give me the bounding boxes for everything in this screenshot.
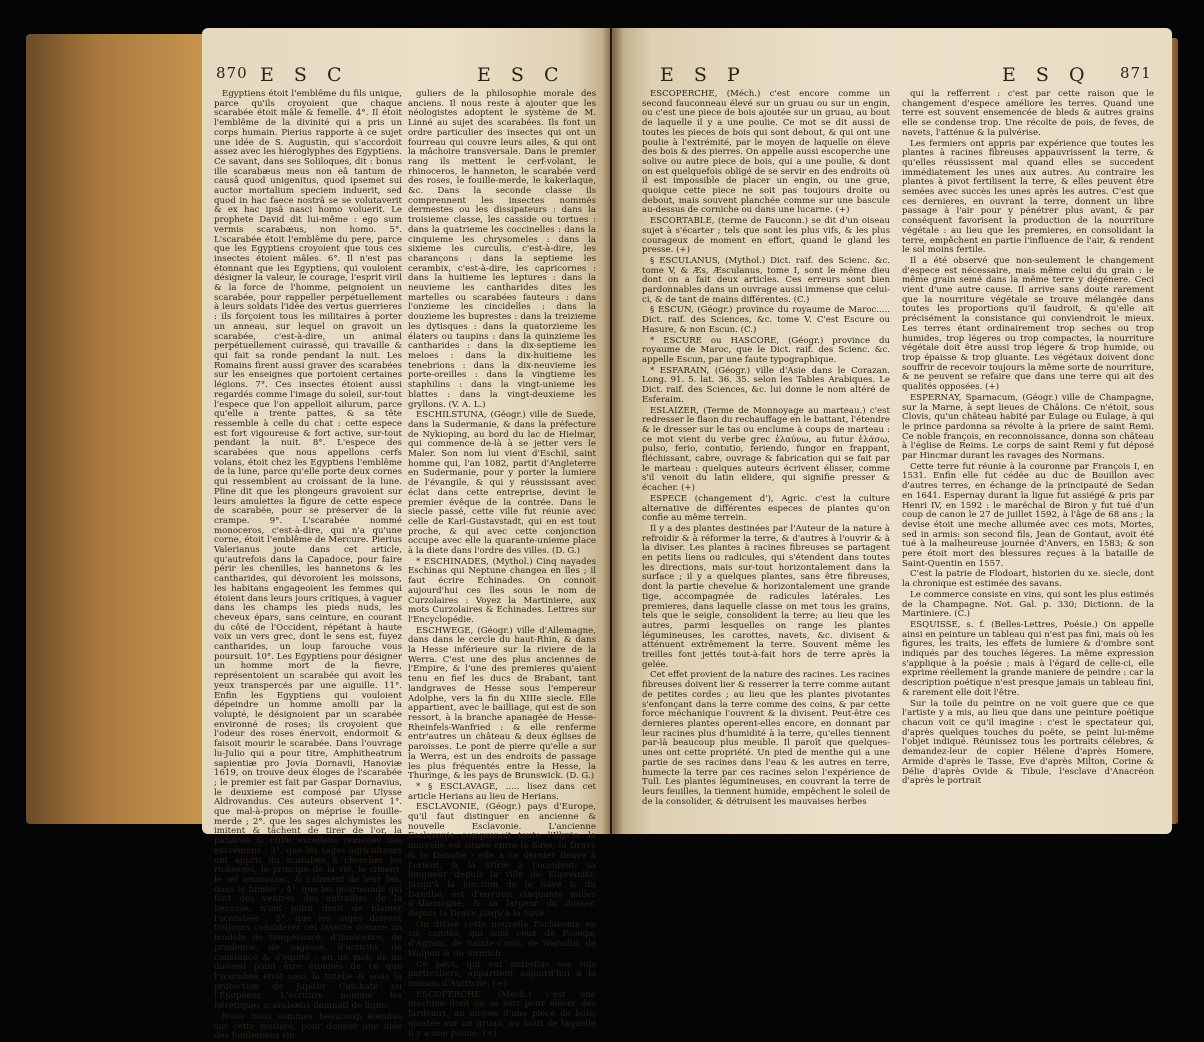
paragraph: * § ESCLAVAGE, ..... lisez dans cet article Herians au lieu de Herians. <box>408 781 596 802</box>
right-running-head-right: E S Q <box>1002 64 1092 86</box>
paragraph: guliers de la philosophie morale des anciens. Il nous reste à ajouter que les néologistes adoptent le système de M. Linné au sujet des scarabées. Ils font un ordre particulier des insectes qui ont un fourreau qui couvre leurs ailes, & qui ont la mâchoire transversale. Dans le premier rang ils mettent le cerf-volant, le rhinoceros, le hanneton, le scarabée verd des roses, le fouille-merde, le kakerlaque, &c. Dans la seconde classe ils comprennent les insectes nommés dermestes ou les dissipateurs : dans la troisieme classe, les casside ou tortues : dans la quatrieme les coccinelles : dans la cinquieme les chrysomeles : dans la sixieme les curculis, c'est-à-dire, les charançons : dans la septieme les cerambix, c'est-à-dire, les capricornes : dans la huitieme les leptures : dans la neuvieme les cantharides dites les martelles ou scarabées fauteurs : dans l'onzieme les cincidelles : dans la douzieme les buprestes : dans la treizieme les dytisques : dans la quatorzieme les élaters ou taupins : dans la quinzieme les cantharides : dans la dix-septieme les meloes : dans la dix-huitieme les tenebrions : dans la dix-neuvieme les porte-oreilles : dans la vingtieme les staphilins : dans la vingt-unieme les blattes : dans la vingt-deuxieme les gryllons. (V. A. L.) <box>408 89 596 410</box>
paragraph: On divise cette nouvelle Esclavonie en six comtés, qui sont ceux de Posega, d'Agram, de Sainte-Croix, de Waradin, de Walpon & de Sirmich. <box>408 919 596 959</box>
left-page <box>202 28 610 1042</box>
right-column-1 <box>642 90 890 820</box>
paragraph: Cette terre fut réunie à la couronne par François I, en 1531. Enfin elle fut cédée au duc de Bouillon avec d'autres terres, en échange de la principauté de Sedan en 1641. Espernay durant la ligue fut assiégé & pris par Henri IV, en 1592 : le maréchal de Biron y fut tué d'un coup de canon le 27 de juillet 1592, à l'âge de 68 ans ; la devise étoit une meche allumée avec ces mots, Mortes, sed in armis: son second fils, Jean de Gontaut, avoit été tué à la malheureuse journée d'Anvers, en 1583; & son pere étoit mort des blessures reçues à la bataille de Saint-Quentin en 1557. <box>902 461 1154 569</box>
paragraph: ESLAIZER, (Terme de Monnoyage au marteau.) c'est redresser le flaon du rechauffage en le battant, l'étendre & le dresser sur le tas ou enclume à coups de marteau : ce mot vient du verbe grec ἐλαύνω, au futur ἐλάσω, pulso, ferio, contutio, feriendo, fungor en frappant, fléchissant, cabre, ouvrage & fabrication qui se fait par le marteau : quelques auteurs écrivent élisser, comme s'il venoit du latin elidere, qui signifie presser & écacher. (+) <box>642 405 891 494</box>
paragraph: * ESCURE ou HASCORE, (Géogr.) province du royaume de Maroc, que le Dict. raif. des Scienc. &c. appelle Escun, par une faute typographique. <box>642 335 890 365</box>
paragraph: § ESCUN, (Géogr.) province du royaume de Maroc..... Dict. raif. des Sciences, &c. tome V. C'est Escure ou Hasure, & non Escun. (C.) <box>642 305 890 335</box>
paragraph: Il y a des plantes destinées par l'Auteur de la nature à refroidir & à réformer la terre, & d'autres à l'ouvrir & à la diviser. Les plantes à racines fibreuses se partagent en petits liens ou radicules, qui s'étendent dans toutes les directions, mais sur-tout horizontalement dans la surface ; il y a quelques plantes, sans être fibreuses, dont la partie chevelue & horizontalement une grande tige, accompagnée de radicules latérales. Les premieres, dans laquelle classe on met tous les grains, tels que le seigle, consolident la terre; au lieu que les autres, parmi lesquelles on range les plantes légumineuses, les carottes, navets, &c. divisent & atténuent extrêmement la terre. Souvent même les treilles font jettés tout-à-fait hors de terre après la gelée. <box>642 523 890 670</box>
paragraph: ESCLAVONIE, (Géogr.) pays d'Europe, qu'il faut distinguer en ancienne & nouvelle Esclavonie. L'ancienne Esclavonie comprenoit toute l'Illyrie: la nouvelle est située entre la Save, la Drave & le Danube : elle a ce dernier fleuve à l'orient, & la Stirie à l'occident: sa longueur depuis la ville de Kopreinitz, jusqu'à la jonction de la Save & du Danube, est d'environ cinquante milles d'Allemagne, & sa largeur du dosser, depuis la Drave jusqu'à la Save. <box>408 802 596 920</box>
right-page-number: 871 <box>1120 64 1152 82</box>
paragraph: ESCORTABLE, (terme de Fauconn.) se dit d'un oiseau sujet à s'écarter ; tels que sont les plus vifs, & les plus courageux de moment en effort, quand le gland les presse. (+) <box>642 216 890 256</box>
paragraph: * ESFARAIN, (Géogr.) ville d'Asie dans le Corazan. Long. 91. 5. lat. 36. 35. selon les Tables Arabiques. Le Dict. raif. des Sciences, &c. lui donne le nom altéré de Esferaim. <box>642 365 890 405</box>
paragraph: ESQUISSE, s. f. (Belles-Lettres, Poésie.) On appelle ainsi en peinture un tableau qui n'est pas fini, mais où les figures, les traits, les effets de lumiere & d'ombre sont indiqués par des touches légeres. La même expression s'applique à la poésie ; mais à l'égard de celle-ci, elle exprime réellement la grande maniere de peindre : car la description poétique n'est presque jamais un tableau fini, & rarement elle doit l'être. <box>902 619 1154 698</box>
paragraph: Egyptiens étoit l'emblême du fils unique, parce qu'ils croyoient que chaque scarabée étoit mâle & femelle. 4°. Il étoit l'emblême de la divinité qui a pris un corps humain. Pierius rapporte à ce sujet une idée de S. Augustin, qui s'accordoit assez avec les hiéroglyphes des Egyptiens. Ce savant, dans ses Soliloques, dit : bonus ille scarabæus meus non eâ tantum de causâ quod unigenitus, quod ipsemet sui auctor mortalium speciem induerit, sed quod in hac faece nostrâ se se volutaverit & ex hac ipsâ nasci homo voluerit. Le prophete David dit lui-même : ego sum vermis scarabæus, non homo. 5°. L'scarabée étoit l'emblême du pere, parce que les Egyptiens croyoient que tous ces insectes étoient mâles. 6°. Il n'est pas étonnant que les Egyptiens, qui vouloient désigner la valeur, le courage, l'esprit viril & la force de l'homme, peignoient un scarabée, pour rappeller perpétuellement à leurs soldats l'idée des vertus guerrieres : ils forçoient tous les militaires à porter un anneau, sur lequel on gravoit un scarabée, c'est-à-dire, un animal perpétuellement cuirassé, qui travaille & qui fait sa ronde pendant la nuit. Les Romains firent aussi graver des scarabées sur les enseignes que portoient certaines légions. 7°. Ces insectes étoient aussi regardés comme l'image du soleil, sur-tout l'espece que l'on appelloit ailurum, parce qu'elle a trente pattes, & sa tête ressemble à celle du chat : cette espece est fort vigoureuse & fort active, sur-tout pendant la nuit. 8°. L'espece des scarabées que nous appellons cerfs volans, étoit chez les Egyptiens l'emblême de la lune, parce qu'elle porte deux cornes qui ressemblent au croissant de la lune. Pline dit que les plongeurs gravoient sur leurs amulettes la figure de cette espece de scarabée, pour se préserver de la crampe. 9°. L'scarabée nommé monoceros, c'est-à-dire, qui n'a qu'une corne, étoit l'emblême de Mercure. Pierius Valerianus joute dans cet article, qu'autrefois dans la Capadoce, pour faire périr les chenilles, les hannetons & les cantharides, qui dévoroient les moissons, les habitans engageoient les femmes qui étoient dans leurs jours critiques, à vaguer dans les champs les pieds nuds, les cheveux épars, sans ceinture, en courant du côté de l'Occident, répétant à haute voix un vers grec, dont le sens est, fuyez cantharides, un loup farouche vous poursuit. 10°. Les Egyptiens pour désigner un homme mort de la fievre, représentoient un scarabée qui avoit les yeux transpercés par une aiguille. 11°. Enfin les Egyptiens qui vouloient dépeindre un homme amolli par la volupté, le désignoient par un scarabée environné de roses; ils croyoient que l'odeur des roses énervoit, endormoit & faisoit mourir le scarabée. Dans l'ouvrage lu-Julio qui a pour titre, Amphitheatrum sapientiæ pro Jovia Dornavii, Hanoviæ 1619, on trouve deux éloges de l'scarabée ; le premier est fait par Gaspar Dornavius, le deuxieme est composé par Ulysse Aldrovandus. Ces auteurs observent 1°. que mal-à-propos on méprise le fouille-merde ; 2°. que les sages alchymistes les imitent & tâchent de tirer de l'or, la panacée & mille excellens remedes des excrémens ; 3°. que les sages agriculteurs ont appris du scarabée à chercher les richesses, le principe de la vie, le ciment, le sel ammoniac, & l'aliment de leur fen, dans le fumier ; 4°. que les gourmands qui font des ventres des entrailles de la bécasse, n'ont point droit de blamer l'scarabée ; 5°. que les sages doivent toujours considérer cet insecte comme un modele de tempérance, d'innocence, de prudence, de sagesse, d'activité, de constance & d'équité : en un mot, ils ne doivent point être étonnés de ce que l'scarabée étoit sous la tutelle & sous la protection de Jupiter Catchate ou l'Epopéeur. L'écriture nomme les hérétiques scarabæus damnati de ligno. <box>214 89 402 1012</box>
open-book <box>16 10 1188 1042</box>
left-running-head-left: E S C <box>260 64 349 86</box>
paragraph: Les fermiers ont appris par expérience que toutes les plantes à racines fibreuses appauvrissent la terre, & qu'elles réussissent mal quand elles se succedent immédiatement les unes aux autres. Au contraire les plantes à pivot fertilisent la terre, & elles peuvent être semées avec succès les unes après les autres. C'est que ces dernieres, en ouvrant la terre, donnent un libre passage à l'air pour y pénétrer plus avant, & par conséquent favorisent la production de la nourriture végétale : au lieu que les premieres, en consolidant la terre, empêchent en partie l'influence de l'air, & rendent le sol moins fertile. <box>902 138 1154 256</box>
left-page-number: 870 <box>216 64 248 82</box>
left-column-1 <box>214 89 402 1042</box>
paragraph: Le commerce consiste en vins, qui sont les plus estimés de la Champagne. Not. Gal. p. 330; Dictionn. de la Martiniere. (C.) <box>902 589 1154 620</box>
paragraph: Il a été observé que non-seulement le changement d'espece est nécessaire, mais même celui du grain : le même grain semé dans la même terre y dégénere. Ceci vient d'une autre cause. Il arrive sans doute rarement que la nourriture végétale se trouve mélangée dans toutes les proportions qu'il faudroit, & qu'elle ait précisément la consistance qui conviendroit le mieux. Les terres étant ordinairement trop seches ou trop humides, trop légeres ou trop compactes, la nourriture végétale doit être aussi trop légere & trop humide, ou trop épaisse & trop gluante. Les végétaux doivent donc souffrir de recevoir toujours la même sorte de nourriture, & ne peuvent se refaire que dans une terre qui ait des qualités opposées. (+) <box>902 255 1154 393</box>
paragraph: Cet effet provient de la nature des racines. Les racines fibreuses doivent lier & resserrer la terre comme autant de petites cordes ; au lieu que les plantes pivotantes s'enfonçant dans la terre comme des coins, & par cette force méchanique l'ouvrent & la divisent. Peut-être ces dernieres plantes operent-elles encore, en donnant par leur racines plus d'humidité à la terre, qu'elles tiennent par-là beaucoup plus meuble. Il paroît que quelques-unes ont cette propriété. Un pied de menthe qui a une partie de ses racines dans l'eau & les autres en terre, humecte la terre par ces racines selon l'expérience de Tull. Les plantes légumineuses, en couvrant la terre de leurs feuilles, la tiennent humide, empêchent le soleil de de la consolider, & détruisent les mauvaises herbes <box>642 670 890 807</box>
left-column-2 <box>408 89 596 1039</box>
paragraph: ESCOPERCHE, (Méch.) c'est une machine dont on se sert pour élever des fardeaux, au moyen d'une piece de bois, ajoutée sur un gruau, au bout de laquelle il y a une poulie. (+) <box>408 989 596 1039</box>
paragraph: Ce pays, qui eut autrefois ses rois particuliers, appartient aujourd'hui à la maison d'Autriche. (+) <box>408 959 596 989</box>
right-running-head-left: E S P <box>660 64 747 86</box>
paragraph: * ESCHINADES, (Mythol.) Cinq nayades Eschinas qui Neptune changea en îles ; il faut écrire Echinades. On connoit aujourd'hui ces îles sous le nom de Curzolaires : Voyez la Martiniere, aux mots Curzolaires & Echinades. Lettres sur l'Encyclopédie. <box>408 556 596 625</box>
paragraph: Sur la toile du peintre on ne voit guere que ce que l'artiste y a mis, au lieu que dans une peinture poétique chacun voit ce qu'il imagine : c'est le spectateur qui, d'après quelques touches du poëte, se peint lui-même l'objet indiqué. Réunissez tous les portraits célebres, & demandez-leur de copier Hélene d'après Homere, Armide d'après le Tasse, Eve d'après Milton, Corine & Délie d'après Ovide & Tibule, l'esclave d'Anacréon d'après le portrait <box>902 698 1154 787</box>
paragraph: ESCHWEGE, (Géogr.) ville d'Allemagne, dans dans le cercle du haut-Rhin, & dans la Hesse inférieure sur la riviere de la Werra. C'est une des plus anciennes de l'Empire, & l'une des premieres qu'aient tenu en fief les ducs de Brabant, tant landgraves de Hesse sous l'empereur Adolphe, vers la fin du XIIIe siecle. Elle appartient, avec le bailliage, qui est de son ressort, à la branche apanagée de Hesse-Rheinfels-Wanfried : & elle renferme entr'autres un château & deux églises de paroisses. Le pont de pierre qu'elle a sur la Werra, est un des endroits de passage les plus fréquentés entre la Hesse, la Thuringe, & les pays de Brunswick. (D. G.) <box>408 625 596 782</box>
paragraph: Nous nous sommes beaucoup étendus sur cette matiere, pour donner une idée des fondemens sin- <box>214 1011 402 1042</box>
page-edges-left <box>26 34 206 824</box>
paragraph: ESCOPERCHE, (Méch.) c'est encore comme un second fauconneau élevé sur un gruau ou sur un engin, ou c'est une piece de bois ajoutée sur un gruau, au bout de laquelle il y a une poulie. Ce mot se dit aussi de toutes les pieces de bois qui sont debout, & qui ont une poulie à l'extrémité, par le moyen de laquelle on éleve des bois & des pierres. On appelle aussi escoperche une solive ou autre piece de bois, qui a une poulie, & dont on est quelquefois obligé de se servir en des endroits où il est impossible de placer un engin, ou une grue, quoique cette piece ne soit pas toujours droite ou debout, mais souvent planchée comme sur une bascule au-dessus de corniche ou dans une lucarne. (+) <box>642 89 890 216</box>
book-gutter <box>602 28 624 834</box>
paragraph: § ESCULANUS, (Mythol.) Dict. raif. des Scienc. &c. tome V, & Æs, Æsculanus, tome I, sont le même dieu dont on a fait deux articles. Ces erreurs sont bien pardonnables dans un ouvrage aussi immense que celui-ci, & de tant de mains différentes. (C.) <box>642 255 890 305</box>
paragraph: ESPECE (changement d'), Agric. c'est la culture alternative de différentes especes de plantes qu'on confie au même terrein. <box>642 493 890 524</box>
paragraph: qui la refferrent : c'est par cette raison que le changement d'espece améliore les terres. Quand une terre est souvent ensemencée de bleds & autres grains elle se condense trop. Une récolte de pois, de feves, de navets, l'atténue & la pulvérise. <box>902 89 1154 138</box>
paragraph: ESCHILSTUNA, (Géogr.) ville de Suede, dans la Sudermanie, & dans la préfecture de Nykioping, au bord du lac de Hielmar, qui commence de-là à se jetter vers le Maler. Son nom lui vient d'Eschil, saint homme qui, l'an 1082, partit d'Angleterre en Sudermanie, pour y porter la lumiere de l'évangile, & qui y réussissant avec éclat dans cette entreprise, devint le premier évêque de la contrée. Dans le siecle passé, cette ville fut réunie avec celle de Karl-Gustavstadt, qui en est tout proche, & qui avec cette conjonction occupe avec elle la quarante-unieme place à la diete dans l'ordre des villes. (D. G.) <box>408 410 596 557</box>
right-column-2 <box>902 90 1154 820</box>
paragraph: C'est la patrie de Flodoart, historien du xe. siecle, dont la chronique est estimée des savans. <box>902 569 1154 590</box>
left-running-head-right: E S C <box>477 64 566 86</box>
paragraph: ESPERNAY, Sparnacum, (Géogr.) ville de Champagne, sur la Marne, à sept lieues de Châlons. Ce n'étoit, sous Clovis, qu'un château habité par Eulage ou Eulage, à qui le prince pardonna sa révolte à la priere de saint Remi. Ce noble françois, en reconnoissance, donna son château à l'église de Reims. Le corps de saint Remi y fut déposé par Hincmar durant les ravages des Normans. <box>902 392 1154 462</box>
right-page <box>612 28 1172 834</box>
